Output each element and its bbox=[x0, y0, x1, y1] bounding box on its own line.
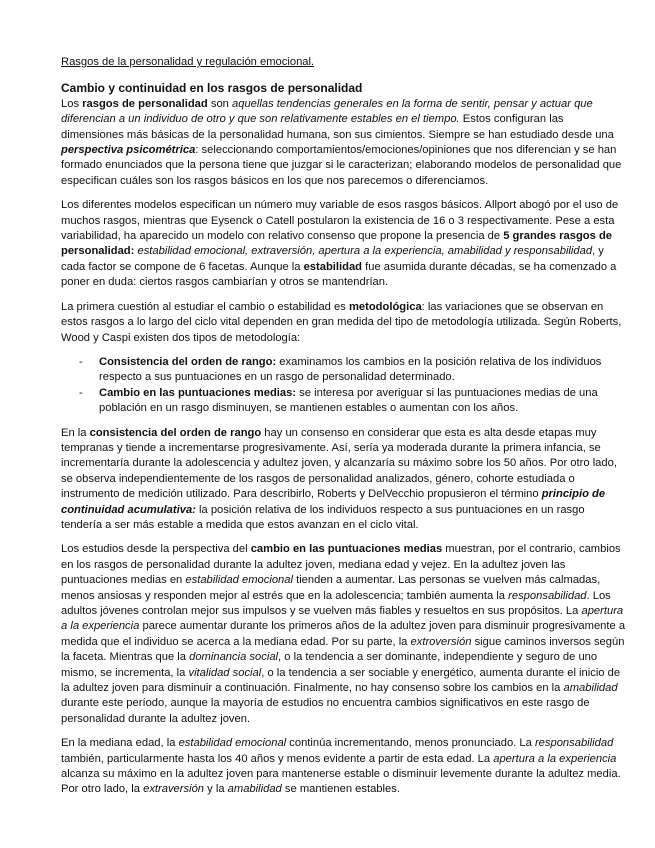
text-run: Estos configuran las dimensiones más básicas de la personalidad humana, son sus cimientos. Siempre se han estudiado desde una bbox=[61, 113, 614, 141]
emphasis-text: responsabilidad bbox=[534, 737, 614, 750]
emphasis-text: apertura a la experiencia bbox=[61, 605, 624, 633]
text-run: examinamos los cambios en la posición relativa de los individuos respecto a sus puntuaciones en un rasgo de personalidad determinado. bbox=[99, 355, 602, 384]
text-run: : las variaciones que se observan en estos rasgos a lo largo del ciclo vital dependen en gran medida del tipo de metodología utilizada. Según Roberts, Wood y Caspi existen dos tipos de metodología: bbox=[61, 300, 622, 344]
emphasis-text: estabilidad bbox=[303, 260, 363, 273]
text-run: se interesa por averiguar si las puntuaciones medias de una población en un rasgo disminuyen, se mantienen estables o aumentan con los años. bbox=[99, 386, 598, 415]
emphasis-text: metodológica bbox=[348, 300, 422, 313]
paragraph bbox=[61, 97, 627, 189]
text-run: la posición relativa de los individuos respecto a sus puntuaciones en un rasgo tendería a ser más estable a medida que estos avanzan en el ciclo vital. bbox=[61, 503, 585, 531]
emphasis-text: amabilidad bbox=[563, 682, 618, 695]
emphasis-text: responsabilidad bbox=[508, 589, 587, 602]
text-run: tienden a aumentar. Las personas se vuelven más calmadas, menos ansiosas y responden mejor al estrés que en la adolescencia; también aumenta la bbox=[61, 574, 601, 602]
list-item bbox=[61, 386, 627, 417]
text-run: parece aumentar durante los primeros años de la adultez joven para disminuir progresivamente a medida que el individuo se acerca a la mediana edad. Por su parte, la bbox=[61, 620, 626, 648]
emphasis-text: principio de continuidad acumulativa: bbox=[61, 488, 606, 516]
text-run: también, particularmente hasta los 40 años y menos evidente a partir de esta edad. La bbox=[61, 752, 494, 765]
text-run: La primera cuestión al estudiar el cambio o estabilidad es bbox=[61, 300, 349, 313]
emphasis-text: perspectiva psicométrica bbox=[61, 144, 196, 157]
emphasis-text: extroversión bbox=[410, 635, 472, 648]
emphasis-text: Cambio en las puntuaciones medias: bbox=[99, 386, 297, 399]
emphasis-text: apertura a la experiencia bbox=[493, 752, 617, 765]
emphasis-text: dominancia social bbox=[189, 651, 279, 664]
text-run: se mantienen estables. bbox=[281, 783, 400, 796]
text-run: . Los adultos jóvenes controlan mejor sus impulsos y se vuelven más fiables y resueltos en sus propósitos. La bbox=[61, 589, 611, 617]
text-run: continúa incrementando, menos pronunciado. La bbox=[286, 737, 535, 750]
paragraph bbox=[61, 736, 627, 798]
dash-bullet-icon: - bbox=[79, 386, 83, 399]
text-run: En la bbox=[61, 426, 90, 439]
emphasis-text: cambio en las puntuaciones medias bbox=[250, 543, 443, 556]
text-run: y la bbox=[204, 783, 228, 796]
text-run: , y cada factor se compone de 6 facetas. Aunque la bbox=[61, 245, 604, 273]
emphasis-text: Consistencia del orden de rango: bbox=[99, 355, 277, 368]
paragraph-group-findings bbox=[61, 426, 627, 798]
text-run: muestran, por el contrario, cambios en los rasgos de personalidad durante la adultez joven, mediana edad y vejez. En la adultez joven las puntuaciones medias en bbox=[61, 543, 621, 587]
emphasis-text: estabilidad emocional bbox=[178, 737, 287, 750]
list-item bbox=[61, 355, 627, 386]
emphasis-text: aquellas tendencias generales en la forma de sentir, pensar y actuar que diferencian a un individuo de otro y que son relativamente estables en el tiempo. bbox=[61, 97, 593, 126]
text-run: En la mediana edad, la bbox=[61, 737, 179, 750]
emphasis-text: estabilidad emocional, extraversión, apertura a la experiencia, amabilidad y responsabilidad bbox=[137, 245, 593, 258]
text-run: sigue caminos inversos según la faceta. Mientras que la bbox=[61, 635, 625, 664]
emphasis-text: 5 grandes rasgos de personalidad: bbox=[61, 230, 613, 258]
text-run: fue asumida durante décadas, se ha comenzado a poner en duda: ciertos rasgos cambiarían y otros se mantendrían. bbox=[61, 260, 617, 289]
emphasis-text: vitalidad social bbox=[188, 666, 262, 679]
paragraph bbox=[61, 198, 627, 290]
text-run: Los bbox=[61, 97, 83, 110]
text-run: Los diferentes modelos especifican un número muy variable de esos rasgos básicos. Allport abogó por el uso de muchos rasgos, mientras que Eysenck o Catell postularon la existencia de 16 o 3 respectivamente. Pese a esta variabilidad, ha aparecido un modelo con relativo consenso que propone la presencia de bbox=[61, 199, 619, 243]
text-run: , o la tendencia a ser sociable y energético, aumenta durante el inicio de la adultez joven para disminuir a continuación. Finalmente, no hay consenso sobre los cambios en la bbox=[61, 666, 621, 695]
document-title: Rasgos de la personalidad y regulación emocional. bbox=[61, 56, 315, 68]
emphasis-text: extraversión bbox=[143, 783, 205, 796]
document-body bbox=[61, 55, 627, 807]
text-run: : seleccionando comportamientos/emociones/opiniones que nos diferencian y se han formado enunciados que la persona tiene que juzgar si le caracterizan; elaborando modelos de personalidad que especifican cuáles son los rasgos básicos en los que nos parecemos o diferenciamos. bbox=[61, 144, 622, 187]
section-heading: Cambio y continuidad en los rasgos de personalidad bbox=[61, 81, 363, 96]
text-run: durante este período, aunque la mayoría de estudios no encuentra cambios significativos en este rasgo de personalidad durante la adultez joven. bbox=[61, 697, 590, 725]
paragraph bbox=[61, 426, 627, 534]
text-run: hay un consenso en considerar que esta es alta desde etapas muy tempranas y tiende a incrementarse progresivamente. Así, sería ya moderada durante la primera infancia, se incrementaría durante la adolescencia y adultez joven, y alcanzaría su máximo sobre los 50 años. Por otro lado, se observa independientemente de los rasgos de personalidad analizados, género, cohorte estudiada o instrumento de medición utilizado. Para describirlo, Roberts y DelVecchio propusieron el término bbox=[61, 426, 617, 501]
dash-bullet-icon: - bbox=[79, 355, 83, 368]
emphasis-text: estabilidad emocional bbox=[185, 574, 293, 587]
text-run: , o la tendencia a ser dominante, independiente y seguro de uno mismo, se incrementa, la bbox=[61, 651, 598, 679]
methodology-list bbox=[61, 355, 627, 417]
text-run: alcanza su máximo en la adultez joven para mantenerse estable o disminuir levemente durante la adultez media. Por otro lado, la bbox=[61, 768, 621, 796]
emphasis-text: amabilidad bbox=[227, 783, 282, 796]
paragraph bbox=[61, 300, 627, 346]
emphasis-text: consistencia del orden de rango bbox=[89, 426, 262, 439]
text-run: son bbox=[207, 97, 233, 110]
text-run: Los estudios desde la perspectiva del bbox=[61, 543, 251, 556]
paragraph-group-intro bbox=[61, 97, 627, 346]
paragraph bbox=[61, 542, 627, 727]
emphasis-text: rasgos de personalidad bbox=[82, 97, 208, 110]
